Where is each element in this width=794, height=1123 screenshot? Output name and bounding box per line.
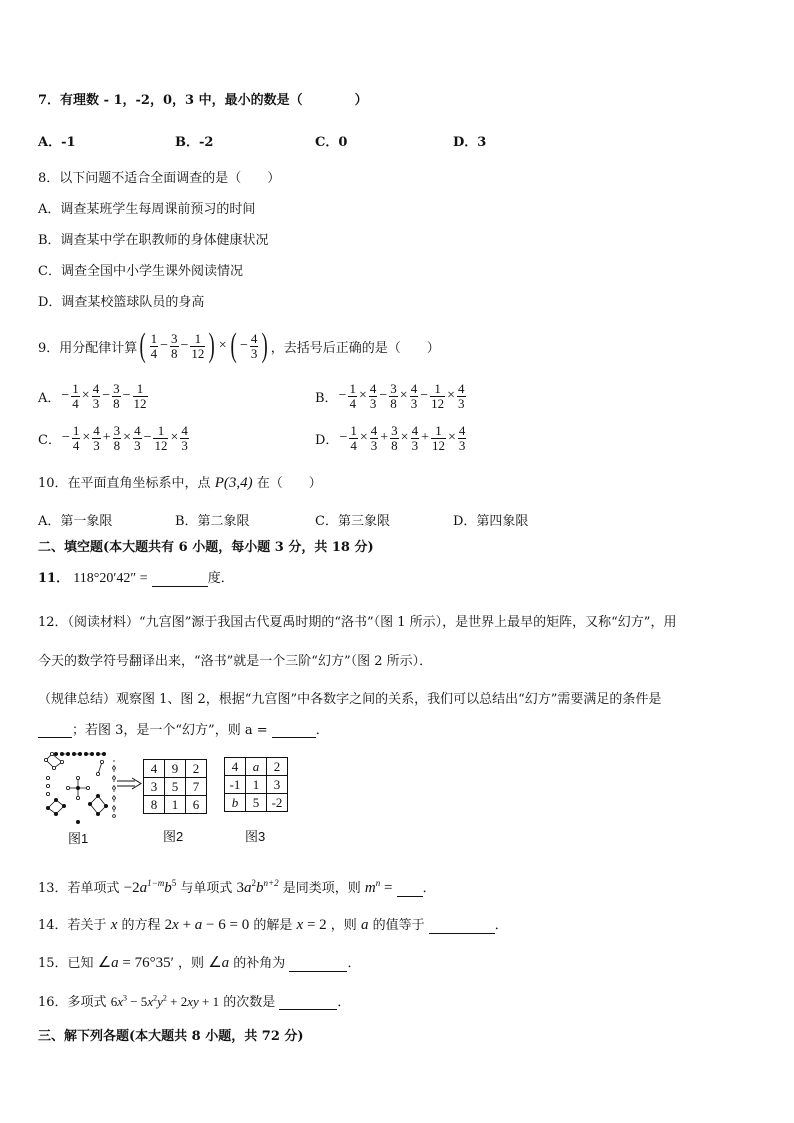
grid-row: [225, 794, 288, 812]
question-13: [38, 877, 436, 897]
q12-line-3: （规律总结）观察图 1、图 2，根据“九宫图”中各数字之间的关系，我们可以总结出“幻方”需要满足的条件是: [38, 692, 662, 707]
q9-label-d: D．: [315, 432, 339, 448]
q12-line-1: 12．（阅读材料）“九宫图”源于我国古代夏禹时期的“洛书”（图 1 所示），是世界上最早的矩阵，又称“幻方”，用: [38, 615, 677, 630]
q8-option-a: A．调查某班学生每周课前预习的时间: [38, 202, 256, 217]
q15-tail: 的补角为: [233, 956, 286, 971]
q13-monomial-2: $3a^2b^{n+2}$: [236, 878, 279, 896]
q14-equation: 2x + a − 6 = 0: [164, 917, 250, 933]
q9-label-c: C．: [38, 432, 61, 448]
q9-lead: 9．用分配律计算: [38, 340, 138, 356]
grid-row: [144, 796, 207, 814]
q14-answer-blank[interactable]: [429, 933, 495, 934]
q15-angle-value: ∠a = 76°35′: [97, 955, 174, 971]
q15-angle: ∠a: [208, 955, 230, 971]
grid-cell: 5: [165, 778, 186, 796]
q10-option-c: C．第三象限: [315, 514, 390, 529]
grid-cell: 7: [186, 778, 207, 796]
grid-cell: 8: [144, 796, 165, 814]
section-2-heading: 二、填空题(本大题共有 6 小题，每小题 3 分，共 18 分): [38, 540, 374, 555]
figure-1-caption: 图1: [68, 831, 89, 846]
q9-tail: ，去括号后正确的是（ ）: [270, 340, 440, 356]
q9-label-b: B．: [315, 390, 338, 406]
q12-condition-blank[interactable]: [38, 737, 72, 738]
grid-cell: a: [246, 758, 267, 776]
q9-label-a: A．: [38, 390, 61, 406]
grid-row: [144, 778, 207, 796]
figure-1-luoshu: [38, 748, 118, 828]
q13-expression: $m^n$ =: [364, 878, 393, 896]
q10-option-b: B．第二象限: [175, 514, 250, 529]
figure-2-magic-square: [143, 759, 207, 814]
q10-option-d: D．第四象限: [453, 514, 529, 529]
q12-line-4: [38, 719, 329, 738]
q9-option-d: D． − $\frac{1}{4}$ × $\frac{4}{3}$ + $\frac{3}{8}$ × $\frac{4}{3}$ + $\frac{1}{12}$ × $\frac{4}{3}$: [315, 422, 466, 453]
q9-option-a: A． − $\frac{1}{4}$ × $\frac{4}{3}$ − $\frac{3}{8}$ − $\frac{1}{12}$: [38, 380, 147, 411]
grid-cell: 4: [144, 760, 165, 778]
q9-option-b: B． − $\frac{1}{4}$ × $\frac{4}{3}$ − $\frac{3}{8}$ × $\frac{4}{3}$ − $\frac{1}{12}$ × $\frac{4}{3}$: [315, 380, 465, 411]
q12-line-4-end: ．: [315, 723, 329, 738]
q10-option-a: A．第一象限: [38, 514, 113, 529]
q15-answer-blank[interactable]: [289, 971, 347, 972]
grid-cell: -2: [267, 794, 288, 812]
grid-cell: 4: [225, 758, 246, 776]
grid-cell: b: [225, 794, 246, 812]
q14-mid-2: 的解是: [253, 918, 293, 933]
q14-end: ．: [494, 918, 508, 933]
grid-row: [144, 760, 207, 778]
q14-mid-3: ，则: [330, 918, 357, 933]
question-9-stem: [38, 325, 440, 367]
q15-end: ．: [347, 956, 361, 971]
q14-variable-x: x: [110, 917, 118, 933]
arrow-icon: [117, 777, 143, 795]
q14-variable-a: a: [360, 917, 369, 933]
question-11: [38, 567, 234, 587]
grid-cell: 9: [165, 760, 186, 778]
q12-line-4-text: ；若图 3，是一个“幻方”，则 a =: [72, 723, 268, 738]
grid-cell: 2: [267, 758, 288, 776]
section-3-heading: 三、解下列各题(本大题共 8 小题，共 72 分): [38, 1029, 304, 1044]
figure-3-caption: 图3: [245, 829, 266, 844]
q13-mid: 与单项式: [180, 881, 233, 896]
grid-cell: 6: [186, 796, 207, 814]
q13-end: ．: [422, 881, 436, 896]
grid-cell: 2: [186, 760, 207, 778]
q14-lead: 14．若关于: [38, 918, 107, 933]
q16-tail: 的次数是: [223, 995, 276, 1010]
question-8-stem: 8．以下问题不适合全面调查的是（ ）: [38, 171, 281, 186]
q16-answer-blank[interactable]: [279, 1009, 337, 1010]
figure-3-magic-square: [224, 757, 288, 812]
question-10-stem: [38, 472, 322, 492]
question-15: [38, 952, 360, 972]
q14-solution: x = 2: [296, 917, 327, 933]
q8-option-d: D．调查某校篮球队员的身高: [38, 295, 205, 310]
grid-cell: 5: [246, 794, 267, 812]
q13-tail: 是同类项，则: [282, 881, 361, 896]
q7-option-c: C．0: [315, 135, 348, 150]
q15-lead: 15．已知: [38, 956, 94, 971]
q13-answer-blank[interactable]: [397, 896, 423, 897]
q14-mid-1: 的方程: [121, 918, 161, 933]
q16-polynomial: $6x^3 - 5x^2y^2 + 2xy + 1$: [110, 993, 220, 1009]
q11-number: 11．: [38, 571, 70, 586]
grid-cell: 1: [246, 776, 267, 794]
q13-lead: 13．若单项式: [38, 881, 120, 896]
q9-expression: ( $\frac{1}{4}$ − $\frac{3}{8}$ − $\frac{1}{12}$ ) × ( − $\frac{4}{3}$ ): [139, 327, 269, 364]
grid-row: [225, 776, 288, 794]
grid-cell: 3: [267, 776, 288, 794]
q10-lead: 10．在平面直角坐标系中，点: [38, 476, 211, 491]
grid-row: [225, 758, 288, 776]
q13-monomial-1: $-2a^{1-m}b^5$: [123, 878, 177, 896]
q15-mid: ，则: [178, 956, 205, 971]
q16-lead: 16．多项式: [38, 995, 107, 1010]
q16-end: ．: [337, 995, 351, 1010]
question-7-stem: 7．有理数 - 1，-2，0，3 中，最小的数是（ ）: [38, 93, 368, 108]
q12-line-2: 今天的数学符号翻译出来，“洛书”就是一个三阶“幻方”（图 2 所示）．: [38, 654, 433, 669]
grid-cell: -1: [225, 776, 246, 794]
q14-tail: 的值等于: [372, 918, 425, 933]
q10-tail: 在（ ）: [256, 476, 322, 491]
grid-cell: 1: [165, 796, 186, 814]
q11-expression: 118°20′42″ =: [73, 571, 148, 586]
q7-option-b: B．-2: [175, 135, 214, 150]
grid-cell: 3: [144, 778, 165, 796]
q8-option-c: C．调查全国中小学生课外阅读情况: [38, 264, 243, 279]
q12-a-blank[interactable]: [272, 737, 316, 738]
q8-option-b: B．调查某中学在职教师的身体健康状况: [38, 233, 269, 248]
q9-option-c: C． − $\frac{1}{4}$ × $\frac{4}{3}$ + $\frac{3}{8}$ × $\frac{4}{3}$ − $\frac{1}{12}$ × $\frac{4}{3}$: [38, 422, 188, 453]
q11-answer-blank[interactable]: [152, 586, 208, 587]
figure-2-caption: 图2: [163, 829, 184, 844]
question-16: [38, 991, 350, 1010]
q10-point: P(3,4): [214, 475, 253, 491]
q7-option-d: D．3: [453, 135, 487, 150]
question-14: [38, 914, 508, 934]
q7-option-a: A．-1: [38, 135, 76, 150]
q11-unit: 度．: [207, 571, 234, 586]
